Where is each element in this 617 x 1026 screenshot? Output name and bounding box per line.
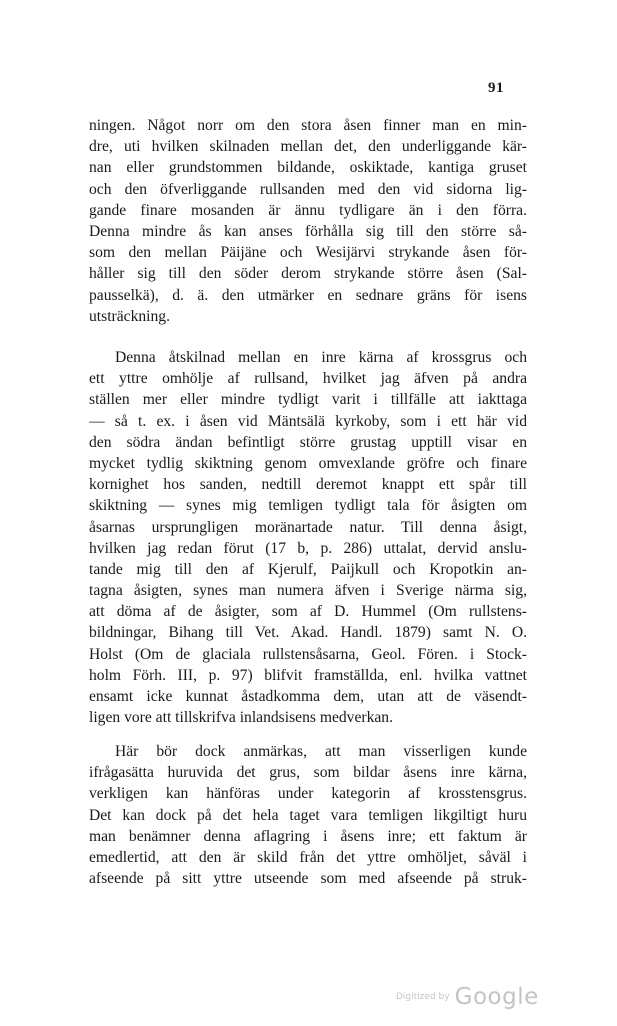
text-line: ifrågasätta huruvida det grus, som bildar åsens inre kärna, bbox=[89, 764, 527, 782]
text-line: mycket tydlig skiktning genom omvexlande gröfre och finare bbox=[89, 454, 527, 472]
text-line: tagna åsigten, synes man numera äfven i Sverige närma sig, bbox=[89, 582, 527, 600]
text-line: verkligen kan hänföras under kategorin af krosstensgrus. bbox=[89, 785, 527, 803]
text-line: som den mellan Päijäne och Wesijärvi strykande åsen för- bbox=[89, 244, 527, 262]
text-line: dre, uti hvilken skilnaden mellan det, den underliggande kär- bbox=[89, 138, 527, 156]
text-line: Det kan dock på det hela taget vara temligen likgiltigt huru bbox=[89, 806, 527, 824]
text-line: holm Förh. III, p. 97) blifvit framställda, enl. hvilka vattnet bbox=[89, 666, 527, 684]
text-line: ligen vore att tillskrifva inlandsisens medverkan. bbox=[89, 709, 394, 727]
text-line: afseende på sitt yttre utseende som med afseende på struk- bbox=[89, 870, 527, 888]
text-line: bildningar, Bihang till Vet. Akad. Handl. 1879) samt N. O. bbox=[89, 624, 527, 642]
text-line: Holst (Om de glaciala rullstensåsarna, Geol. Fören. i Stock- bbox=[89, 645, 527, 663]
text-line: kornighet hos sanden, nedtill deremot knappt ett spår till bbox=[89, 476, 527, 494]
page-number: 91 bbox=[488, 80, 504, 96]
paragraph-3 bbox=[89, 741, 527, 889]
text-line: — så t. ex. i åsen vid Mäntsälä kyrkoby, som i ett här vid bbox=[89, 412, 527, 430]
text-line: hvilken jag redan förut (17 b, p. 286) uttalat, dervid anslu- bbox=[89, 539, 527, 557]
text-line: Denna mindre ås kan anses förhålla sig till den större så- bbox=[89, 222, 527, 240]
text-line: pausselkä), d. ä. den utmärker en sednare gräns för isens bbox=[89, 286, 527, 304]
text-line: håller sig till den söder derom strykande större åsen (Sal- bbox=[89, 265, 527, 283]
text-line: Här bör dock anmärkas, att man visserligen kunde bbox=[115, 743, 527, 760]
text-line: den södra ändan befintligt större grustag upptill visar en bbox=[89, 433, 527, 451]
watermark-prefix: Digitized by bbox=[396, 992, 450, 1002]
text-line: emedlertid, att den är skild från det yttre omhöljet, såväl i bbox=[89, 848, 527, 866]
text-line: Denna åtskilnad mellan en inre kärna af krossgrus och bbox=[115, 349, 527, 366]
text-line: gande finare mosanden är ännu tydligare än i den förra. bbox=[89, 201, 527, 219]
google-logo: Google bbox=[454, 984, 539, 1010]
text-line: man benämner denna aflagring i åsens inre; ett faktum är bbox=[89, 827, 527, 845]
text-line: skiktning — synes mig temligen tydligt tala för åsigten om bbox=[89, 497, 527, 515]
text-line: ett yttre omhölje af rullsand, hvilket jag äfven på andra bbox=[89, 370, 527, 388]
paragraph-1 bbox=[89, 115, 527, 327]
paragraph-2 bbox=[89, 347, 527, 728]
text-line: och den öfverliggande rullsanden med den vid sidorna lig- bbox=[89, 180, 527, 198]
text-line: ningen. Något norr om den stora åsen finner man en min- bbox=[89, 117, 527, 134]
text-line: att döma af de åsigter, som af D. Hummel (Om rullstens- bbox=[89, 603, 527, 621]
text-line: nan eller grundstommen bildande, oskiktade, kantiga gruset bbox=[89, 159, 527, 177]
text-line: tande mig till den af Kjerulf, Paijkull och Kropotkin an- bbox=[89, 560, 527, 578]
text-line: ensamt icke kunnat åstadkomma dem, utan att de väsendt- bbox=[89, 688, 527, 705]
text-line: ställen mer eller mindre tydligt varit i tillfälle att iakttaga bbox=[89, 391, 527, 409]
text-line: åsarnas ursprungligen moränartade natur. Till denna åsigt, bbox=[89, 518, 527, 536]
digitized-by-watermark bbox=[396, 984, 539, 1010]
text-line: utsträckning. bbox=[89, 307, 170, 325]
